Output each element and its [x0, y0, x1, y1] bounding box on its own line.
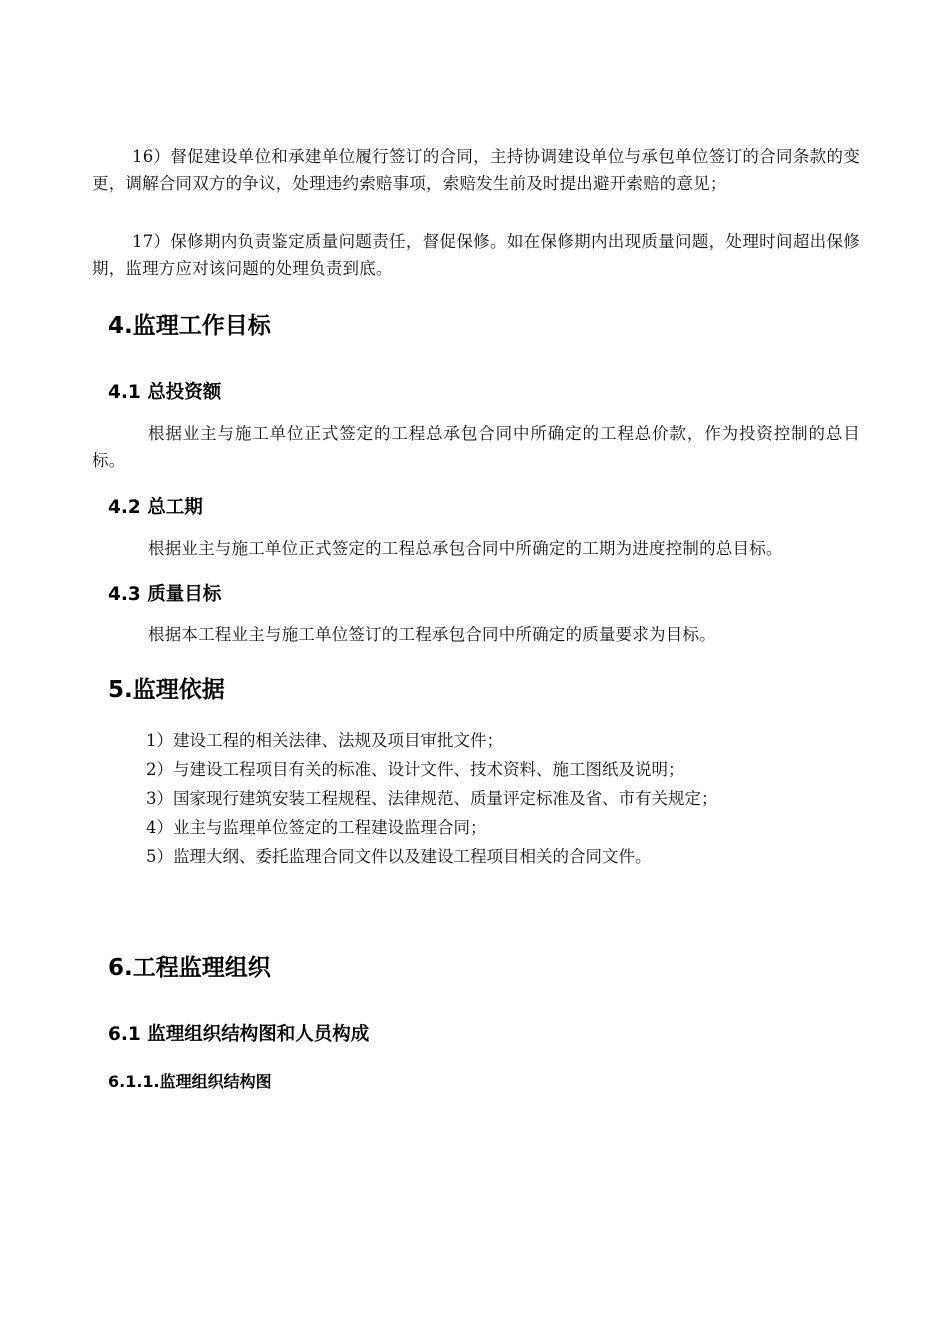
- list-item: 2）与建设工程项目有关的标准、设计文件、技术资料、施工图纸及说明；: [146, 760, 685, 779]
- subsubsection-heading-6-1-1: 6.1.1.监理组织结构图: [108, 1072, 272, 1091]
- paragraph-item-17: 17）保修期内负责鉴定质量问题责任，督促保修。如在保修期内出现质量问题，处理时间超出保修期，监理方应对该问题的处理负责到底。: [92, 232, 860, 278]
- basis-list: [146, 726, 866, 871]
- subsection-heading-6-1: 6.1 监理组织结构图和人员构成: [108, 1024, 370, 1045]
- section-heading-6: 6.工程监理组织: [108, 955, 271, 981]
- subsection-heading-4-3: 4.3 质量目标: [108, 584, 222, 605]
- paragraph-4-3: 根据本工程业主与施工单位签订的工程承包合同中所确定的质量要求为目标。: [148, 625, 716, 644]
- paragraph-4-1: 根据业主与施工单位正式签定的工程总承包合同中所确定的工程总价款，作为投资控制的总目标。: [92, 424, 860, 470]
- section-heading-5: 5.监理依据: [108, 677, 225, 703]
- paragraph-item-16: 16）督促建设单位和承建单位履行签订的合同，主持协调建设单位与承包单位签订的合同条款的变更，调解合同双方的争议，处理违约索赔事项，索赔发生前及时提出避开索赔的意见；: [92, 147, 860, 193]
- list-item: 1）建设工程的相关法律、法规及项目审批文件；: [146, 731, 503, 750]
- paragraph-4-2: 根据业主与施工单位正式签定的工程总承包合同中所确定的工期为进度控制的总目标。: [148, 539, 783, 558]
- subsection-heading-4-1: 4.1 总投资额: [108, 382, 222, 403]
- list-item: 4）业主与监理单位签定的工程建设监理合同；: [146, 818, 487, 837]
- section-heading-4: 4.监理工作目标: [108, 313, 271, 339]
- list-item: 5）监理大纲、委托监理合同文件以及建设工程项目相关的合同文件。: [146, 847, 652, 866]
- list-item: 3）国家现行建筑安装工程规程、法律规范、质量评定标准及省、市有关规定；: [146, 789, 718, 808]
- subsection-heading-4-2: 4.2 总工期: [108, 497, 203, 518]
